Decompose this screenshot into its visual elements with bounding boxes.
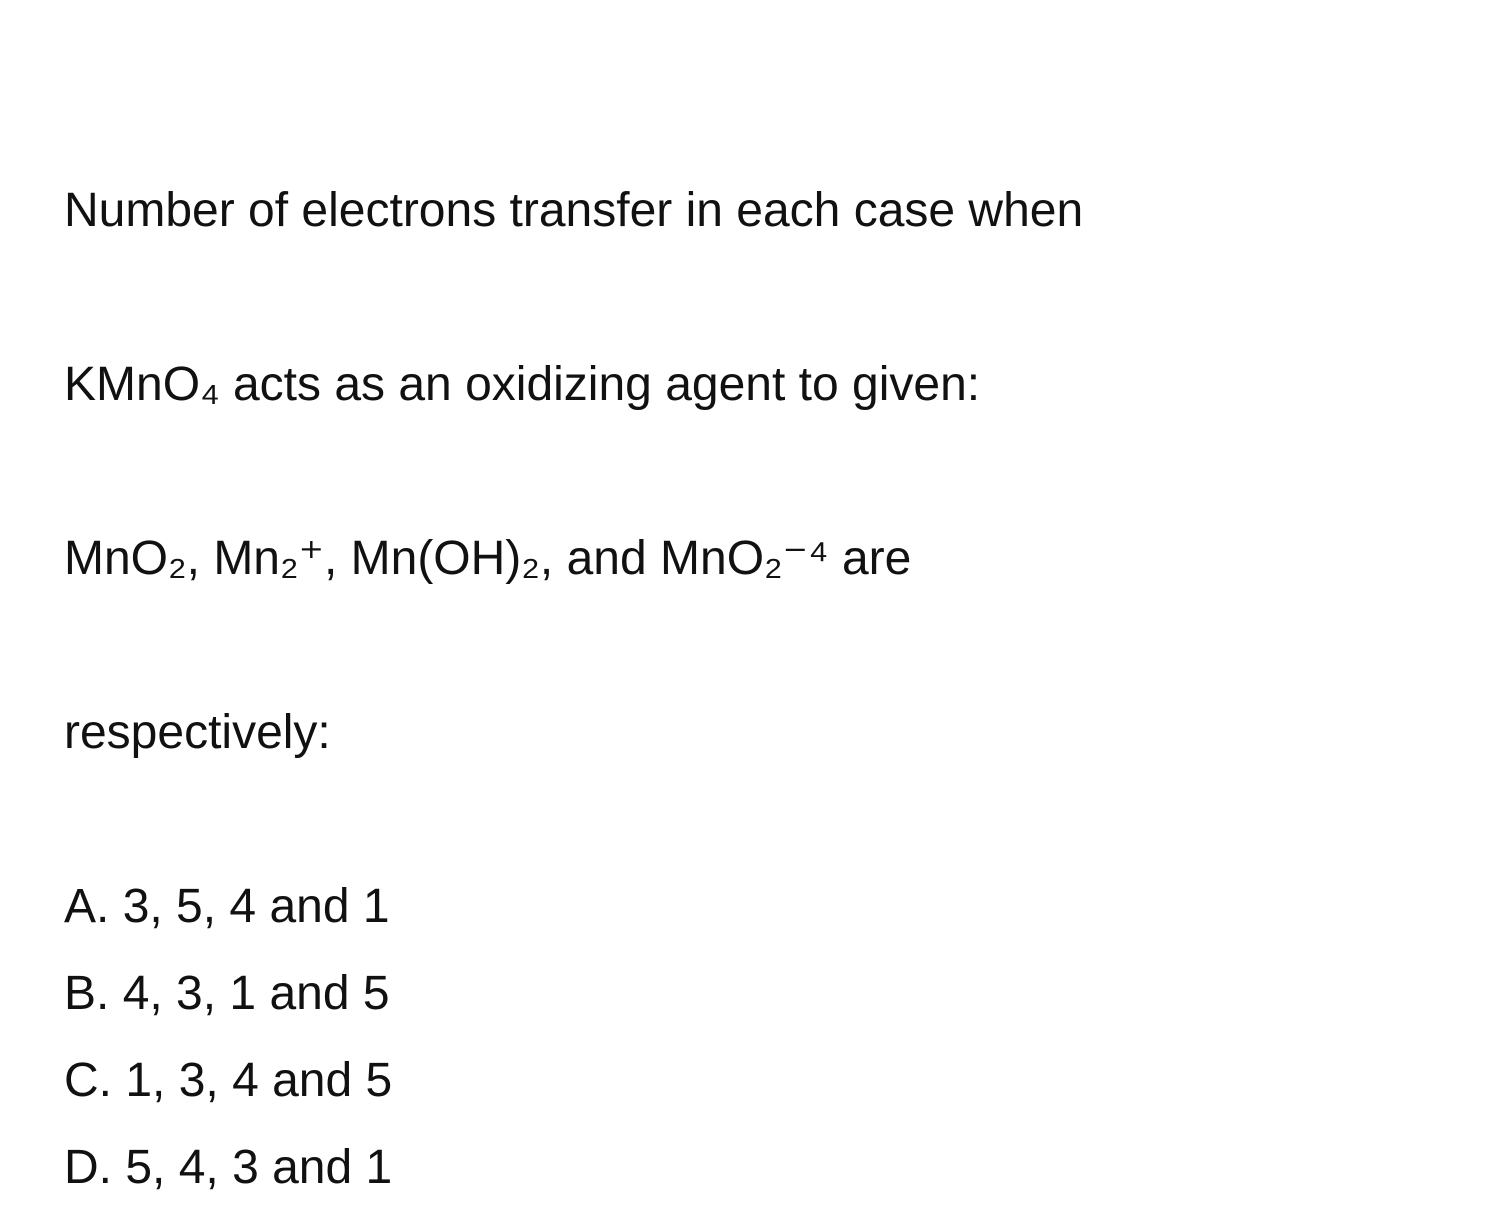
option-c: C. 1, 3, 4 and 5 xyxy=(64,1054,393,1107)
question-line: MnO₂, Mn₂⁺, Mn(OH)₂, and MnO₂⁻⁴ are xyxy=(64,532,912,585)
question-line: KMnO₄ acts as an oxidizing agent to given: xyxy=(64,358,981,411)
option-a: A. 3, 5, 4 and 1 xyxy=(64,880,390,933)
question-line: Number of electrons transfer in each case when xyxy=(64,184,1084,237)
question-content xyxy=(64,80,1444,1211)
answer-options xyxy=(64,863,1444,1211)
option-d: D. 5, 4, 3 and 1 xyxy=(64,1141,393,1194)
question-text xyxy=(64,80,1444,863)
question-line: respectively: xyxy=(64,706,331,759)
option-b: B. 4, 3, 1 and 5 xyxy=(64,967,390,1020)
